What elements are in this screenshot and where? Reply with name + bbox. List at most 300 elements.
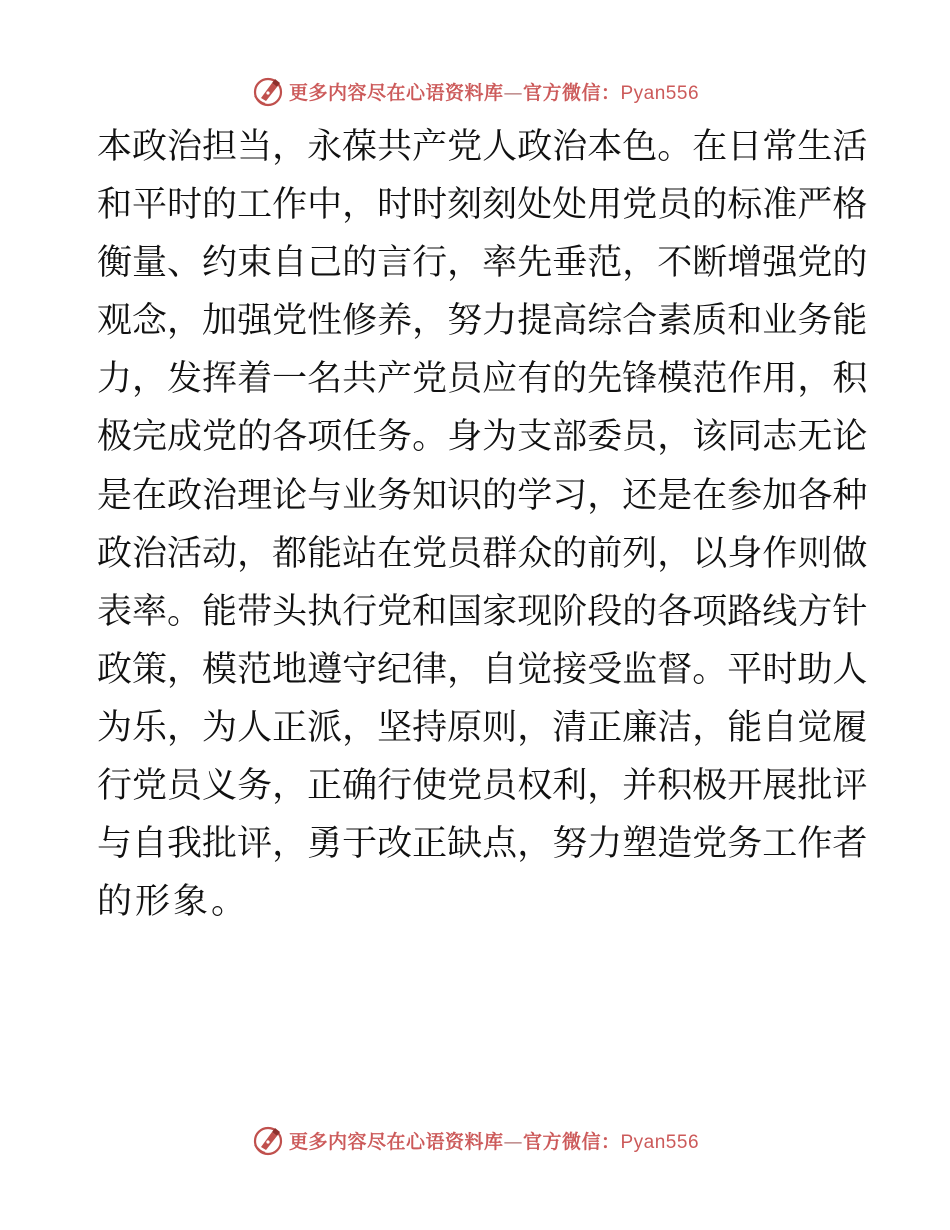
body-char: 能 [727,707,763,748]
body-char: 业 [342,475,378,516]
body-char: 与 [97,824,133,865]
body-char: 用 [587,185,623,226]
body-char: 平 [727,649,763,690]
body-char: 能 [307,533,343,574]
body-char: 模 [657,359,693,400]
body-char: 表 [97,591,133,632]
body-char: 时 [762,649,798,690]
body-char: 觉 [797,707,833,748]
body-char: 是 [657,475,693,516]
body-char: 受 [587,649,623,690]
body-char: 者 [832,824,868,865]
body-char: ， [447,243,483,284]
header-banner-suffix: 官方微信： [522,81,621,104]
body-char: 参 [727,475,763,516]
body-char: 持 [412,707,448,748]
body-char: 评 [237,824,273,865]
body-char: 身 [447,417,483,458]
body-char: 政 [97,649,133,690]
header-banner [0,71,950,111]
body-char: 当 [237,127,273,167]
body-char: 论 [832,417,868,458]
body-char: 业 [762,301,798,342]
body-char: 工 [762,824,798,865]
body-char: 人 [237,707,273,748]
body-char: 的 [482,475,518,516]
body-char: ， [412,301,448,342]
body-char: 己 [307,243,343,284]
body-char: 日 [727,127,763,167]
body-char: 活 [832,127,868,167]
pen-nib-logo-icon [251,1123,285,1157]
body-char: ， [517,824,553,865]
body-char: 路 [727,591,763,632]
body-char: 为 [482,417,518,458]
body-char: ， [167,707,203,748]
body-char: 国 [447,591,483,632]
header-banner-wechat-id: Pyan556 [620,82,700,104]
body-char: 与 [307,475,343,516]
body-char: 守 [342,649,378,690]
footer-banner-separator: — [503,1130,523,1153]
body-char: 和 [97,185,133,226]
body-char: 党 [622,185,658,226]
body-char: 作 [727,359,763,400]
body-char: 增 [727,243,763,284]
body-char: 合 [622,301,658,342]
body-char: 念 [132,301,168,342]
body-char: 断 [692,243,728,284]
body-char: 清 [552,707,588,748]
body-char: 治 [552,127,588,167]
body-char: 论 [272,475,308,516]
body-char: 则 [482,707,518,748]
body-char: 务 [727,824,763,865]
body-char: 准 [762,185,798,226]
body-char: 勇 [307,824,343,865]
body-char: 行 [412,243,448,284]
body-char: 率 [482,243,518,284]
body-char: 督 [657,649,693,690]
body-char: 时 [377,185,413,226]
body-char: 范 [692,359,728,400]
body-char: 综 [587,301,623,342]
body-char: 、 [167,243,203,284]
body-char: 使 [412,766,448,807]
body-line [97,757,868,815]
body-char: ， [342,185,378,226]
body-char: 积 [832,359,868,400]
body-char: 完 [132,417,168,458]
body-char: 格 [832,185,868,226]
body-char: 在 [692,475,728,516]
body-char: 还 [622,475,658,516]
body-char: 针 [832,591,868,632]
body-char: 原 [447,707,483,748]
footer-banner-main: 更多内容尽在心语资料库 [288,1130,504,1153]
body-char: 党 [412,359,448,400]
body-char: 质 [692,301,728,342]
body-char: 用 [762,359,798,400]
body-char: 约 [202,243,238,284]
body-char: 身 [727,533,763,574]
body-char: 助 [797,649,833,690]
body-char: 任 [342,417,378,458]
body-char: 素 [657,301,693,342]
body-char: 和 [412,591,448,632]
body-char: 利 [552,766,588,807]
body-char: 知 [412,475,448,516]
body-char: 。 [692,649,728,690]
body-char: 权 [517,766,553,807]
body-char: 各 [657,591,693,632]
body-line [97,350,868,408]
body-char: 批 [202,824,238,865]
body-char: 为 [97,707,133,748]
body-char: 的 [622,591,658,632]
body-char: 治 [132,533,168,574]
body-char: 正 [307,766,343,807]
body-char: 党 [447,766,483,807]
footer-banner-text [289,1127,699,1154]
body-char: 永 [307,127,343,167]
body-char: 努 [447,301,483,342]
body-char: 。 [657,127,693,167]
body-line [97,408,868,466]
body-char: 党 [692,824,728,865]
body-char: ， [517,707,553,748]
body-char: 时 [412,185,448,226]
body-char: 极 [692,766,728,807]
body-char: 党 [412,533,448,574]
body-char: 都 [272,533,308,574]
footer-banner-wechat-id: Pyan556 [620,1131,700,1153]
body-char: 努 [552,824,588,865]
body-char: 学 [517,475,553,516]
body-char: 不 [657,243,693,284]
body-char: 力 [97,359,133,400]
body-char: 在 [377,533,413,574]
body-char: ， [657,533,693,574]
header-banner-main: 更多内容尽在心语资料库 [288,81,504,104]
body-char: 支 [517,417,553,458]
body-char: 自 [482,649,518,690]
body-char: 监 [622,649,658,690]
body-char: 刻 [447,185,483,226]
body-char: 党 [447,127,483,167]
body-char: 列 [622,533,658,574]
body-char: ， [587,766,623,807]
body-char: 标 [727,185,763,226]
body-char: 做 [832,533,868,574]
body-char: 垂 [552,243,588,284]
body-char: 遵 [307,649,343,690]
footer-banner [0,1120,950,1160]
body-char: 范 [587,243,623,284]
body-char: 同 [727,417,763,458]
pen-nib-logo-icon [251,74,285,108]
body-char: 观 [97,301,133,342]
body-char: 平 [132,185,168,226]
body-char: 各 [272,417,308,458]
body-char: 线 [762,591,798,632]
body-char: 前 [587,533,623,574]
body-char: 理 [237,475,273,516]
body-char: 义 [202,766,238,807]
body-char: 展 [762,766,798,807]
body-char: 活 [167,533,203,574]
body-char: 模 [202,649,238,690]
body-char: 在 [692,127,728,167]
body-char: 严 [797,185,833,226]
body-char: 党 [377,591,413,632]
body-char: 刻 [482,185,518,226]
body-char: 处 [517,185,553,226]
body-char: 员 [622,417,658,458]
body-char: 自 [272,243,308,284]
body-char: 着 [237,359,273,400]
body-char: 和 [727,301,763,342]
body-char: 时 [167,185,203,226]
body-char: 党 [202,417,238,458]
body-char: 批 [797,766,833,807]
body-char: 则 [797,533,833,574]
body-char: 色 [622,127,658,167]
body-char: 段 [587,591,623,632]
body-char: 点 [482,824,518,865]
body-char: 挥 [202,359,238,400]
body-char: 的 [552,533,588,574]
body-char: 率 [132,591,168,632]
body-char: ， [132,359,168,400]
body-char: 束 [237,243,273,284]
body-char: ， [167,301,203,342]
body-char: 志 [762,417,798,458]
body-line-last: 的形象。 [97,882,250,923]
body-char: 识 [447,475,483,516]
body-char: ， [272,127,308,167]
body-char: 治 [167,127,203,167]
body-char: 常 [762,127,798,167]
body-line [97,234,868,292]
body-char: 。 [412,417,448,458]
body-char: 养 [377,301,413,342]
body-char: 政 [517,127,553,167]
body-char: 党 [797,243,833,284]
body-char: 一 [272,359,308,400]
body-char: ， [587,475,623,516]
body-char: 行 [377,766,413,807]
body-char: 家 [482,591,518,632]
body-char: 能 [832,301,868,342]
body-char: 带 [237,591,273,632]
body-char: 作 [762,533,798,574]
body-char: 葆 [342,127,378,167]
body-char: 务 [237,766,273,807]
body-char: 群 [482,533,518,574]
body-char: 并 [622,766,658,807]
body-char: 人 [832,649,868,690]
body-char: 务 [377,417,413,458]
body-char: 该 [692,417,728,458]
body-char: 廉 [622,707,658,748]
body-char: 站 [342,533,378,574]
body-char: 改 [377,824,413,865]
body-line [97,176,868,234]
body-char: 生 [797,127,833,167]
body-char: 务 [797,301,833,342]
body-char: 是 [97,475,133,516]
body-char: 衡 [97,243,133,284]
body-char: 修 [342,301,378,342]
body-line [97,815,868,873]
body-char: ， [622,243,658,284]
body-line [97,525,868,583]
body-char: 能 [202,591,238,632]
body-char: 行 [342,591,378,632]
body-char: 的 [202,185,238,226]
body-char: 强 [762,243,798,284]
body-char: 造 [657,824,693,865]
body-char: 应 [482,359,518,400]
body-line [97,699,868,757]
body-char: 阶 [552,591,588,632]
body-line [97,118,868,176]
body-char: ， [237,533,273,574]
body-char: 动 [202,533,238,574]
body-char: 以 [692,533,728,574]
footer-banner-suffix: 官方微信： [522,1130,621,1153]
body-char: 作 [272,185,308,226]
body-char: 习 [552,475,588,516]
body-char: ， [167,649,203,690]
body-char: 力 [587,824,623,865]
body-char: 治 [202,475,238,516]
body-char: 确 [342,766,378,807]
body-char: 部 [552,417,588,458]
header-banner-separator: — [503,81,523,104]
body-char: 缺 [447,824,483,865]
body-char: 纪 [377,649,413,690]
body-char: 务 [377,475,413,516]
body-char: 员 [447,533,483,574]
body-char: 积 [657,766,693,807]
body-char: 自 [762,707,798,748]
body-char: 员 [482,766,518,807]
body-char: 提 [517,301,553,342]
body-char: 政 [132,127,168,167]
body-char: 政 [167,475,203,516]
body-char: 觉 [517,649,553,690]
body-char: 性 [307,301,343,342]
body-char: ， [272,766,308,807]
body-char: 产 [377,359,413,400]
body-char: 员 [167,766,203,807]
body-char: 乐 [132,707,168,748]
body-char: 众 [517,533,553,574]
body-char: 正 [587,707,623,748]
body-char: 律 [412,649,448,690]
body-char: ， [447,649,483,690]
body-char: 强 [237,301,273,342]
body-char: 现 [517,591,553,632]
body-char: 委 [587,417,623,458]
body-char: 坚 [377,707,413,748]
body-char: 行 [97,766,133,807]
body-char: 的 [342,243,378,284]
body-char: 各 [797,475,833,516]
body-char: 于 [342,824,378,865]
body-char: ， [797,359,833,400]
body-char: 员 [447,359,483,400]
body-char: 本 [587,127,623,167]
body-char: 高 [552,301,588,342]
body-char: 党 [272,301,308,342]
body-char: 项 [692,591,728,632]
body-char: 履 [832,707,868,748]
body-char: 加 [202,301,238,342]
body-char: 加 [762,475,798,516]
body-char: 正 [412,824,448,865]
body-char: ， [272,824,308,865]
body-char: 开 [727,766,763,807]
body-char: 力 [482,301,518,342]
body-char: 发 [167,359,203,400]
body-char: 派 [307,707,343,748]
body-char: 为 [202,707,238,748]
body-char: 我 [167,824,203,865]
body-char: 接 [552,649,588,690]
body-char: 作 [797,824,833,865]
body-char: 人 [482,127,518,167]
body-char: 的 [832,243,868,284]
body-char: ， [657,417,693,458]
body-char: ， [342,707,378,748]
header-banner-text [289,78,699,105]
body-char: 自 [132,824,168,865]
document-body [97,118,868,931]
body-char: 的 [692,185,728,226]
body-char: 成 [167,417,203,458]
body-char: 共 [342,359,378,400]
body-char: 。 [167,591,203,632]
body-char: 项 [307,417,343,458]
body-char: 的 [237,417,273,458]
body-line [97,641,868,699]
body-char: 在 [132,475,168,516]
body-char: 产 [412,127,448,167]
body-line [97,292,868,350]
body-char: 方 [797,591,833,632]
body-char: 无 [797,417,833,458]
body-char: 政 [97,533,133,574]
body-char: 共 [377,127,413,167]
body-char: 评 [832,766,868,807]
body-char: 中 [307,185,343,226]
body-char: 量 [132,243,168,284]
body-char: 地 [272,649,308,690]
body-char: 员 [657,185,693,226]
body-char: 有 [517,359,553,400]
body-char: 塑 [622,824,658,865]
body-char: ， [692,707,728,748]
body-char: 先 [517,243,553,284]
body-char: 头 [272,591,308,632]
body-char: 担 [202,127,238,167]
body-char: 的 [552,359,588,400]
body-line [97,583,868,641]
body-char: 党 [132,766,168,807]
